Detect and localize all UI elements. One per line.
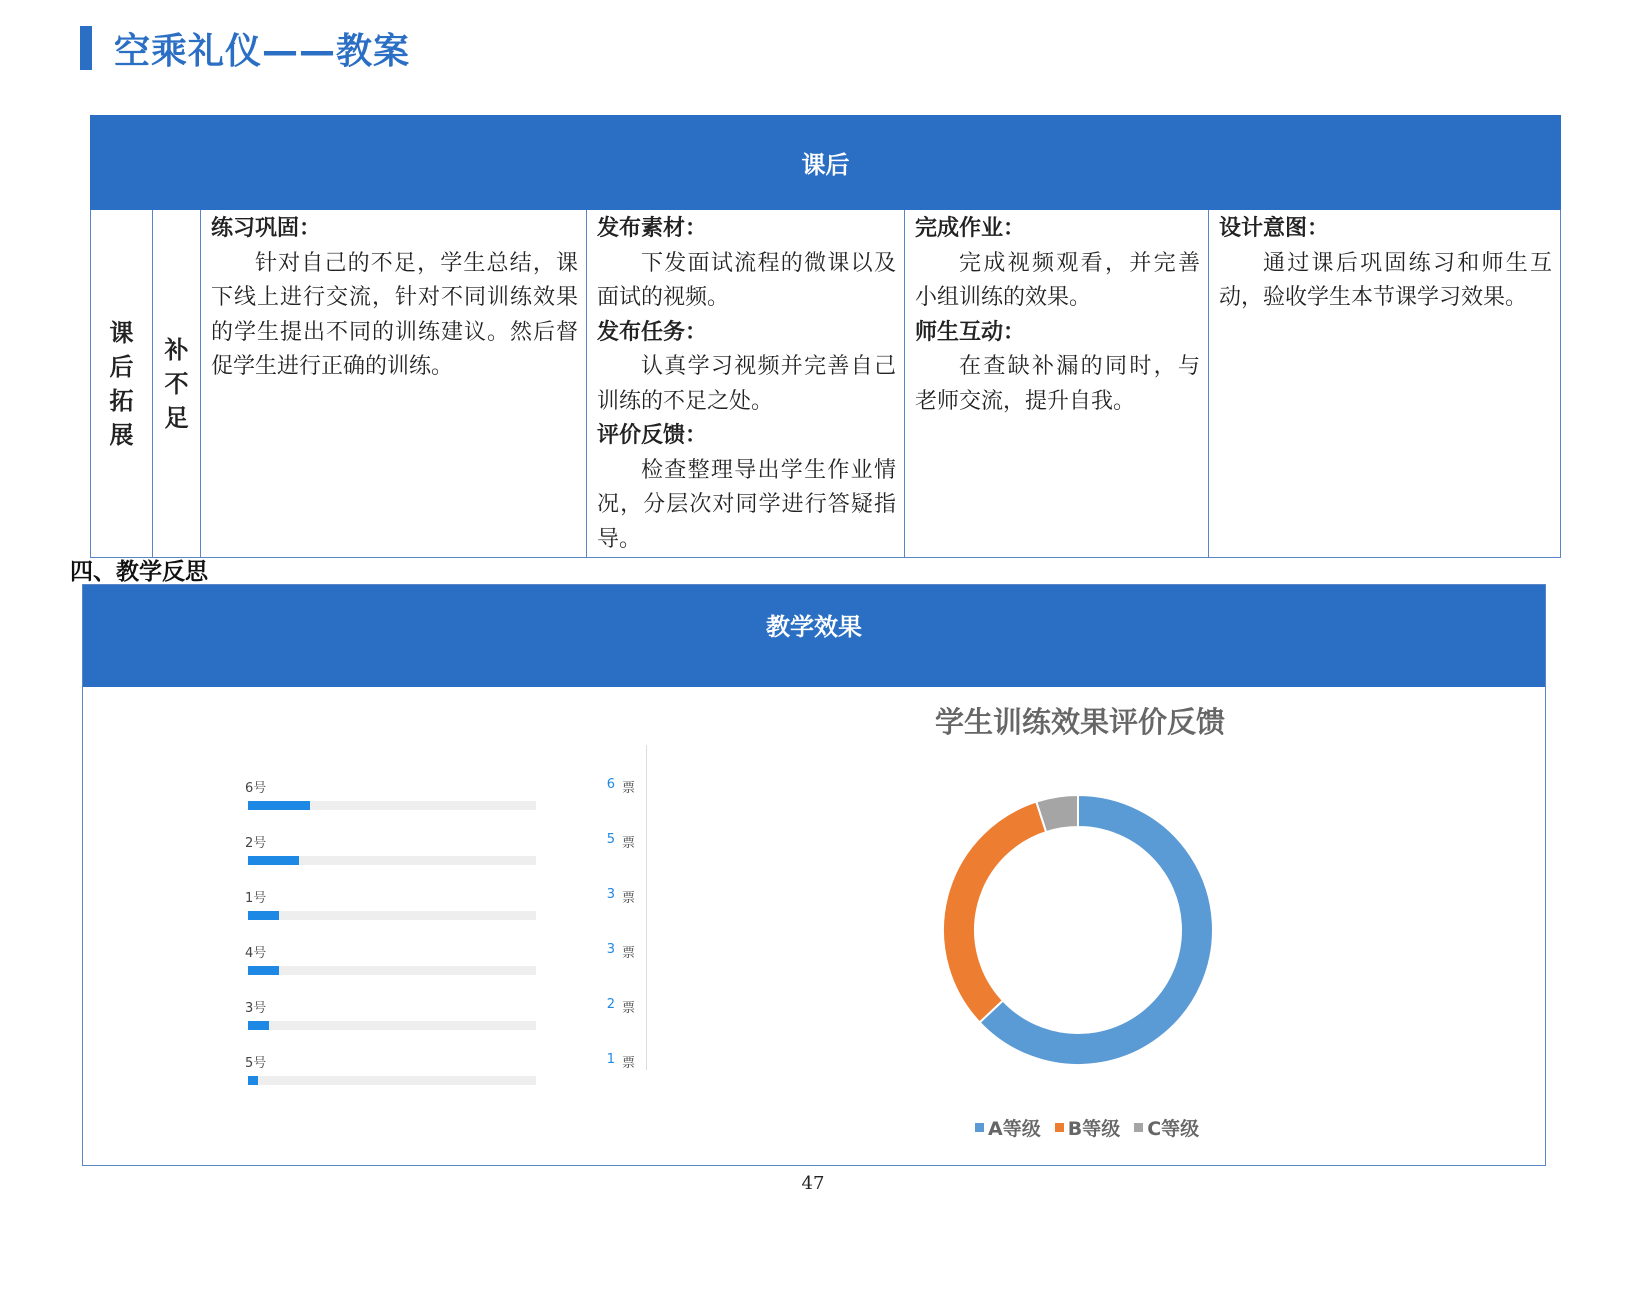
- vote-bar-fill: [248, 856, 299, 865]
- vote-bar-fill: [248, 911, 279, 920]
- vote-row: [245, 885, 645, 940]
- vote-bar-track: [248, 856, 536, 865]
- teacher-text-2: 认真学习视频并完善自己训练的不足之处。: [597, 354, 896, 414]
- vote-count: 5: [606, 832, 615, 847]
- document-title: 空乘礼仪——教案: [114, 30, 411, 72]
- section-title: 四、教学反思: [70, 559, 208, 585]
- practice-text: 针对自己的不足，学生总结，课下线上进行交流，针对不同训练效果的学生提出不同的训练建议。然后督促学生进行正确的训练。: [211, 250, 578, 379]
- teacher-text-3: 检查整理导出学生作业情况，分层次对同学进行答疑指导。: [597, 457, 896, 552]
- vote-count: 2: [606, 997, 615, 1012]
- vote-name: 4号: [245, 946, 267, 961]
- practice-cell: [201, 210, 587, 558]
- legend-swatch: [1134, 1123, 1143, 1132]
- student-activity-cell: [905, 210, 1209, 558]
- vote-bar-track: [248, 911, 536, 920]
- row-label-cell: [91, 210, 153, 558]
- vote-bar-fill: [248, 1021, 269, 1030]
- legend-swatch: [1055, 1123, 1064, 1132]
- teacher-heading-1: 发布素材：: [597, 216, 708, 241]
- vote-row: [245, 940, 645, 995]
- donut-chart: [928, 765, 1228, 1095]
- student-text-2: 在查缺补漏的同时，与老师交流，提升自我。: [915, 354, 1200, 414]
- practice-heading: 练习巩固：: [211, 216, 322, 241]
- vote-unit: 票: [621, 946, 635, 961]
- document-header: [80, 22, 410, 74]
- design-intent-cell: [1209, 210, 1561, 558]
- design-heading: 设计意图：: [1219, 216, 1330, 241]
- student-heading-1: 完成作业：: [915, 216, 1026, 241]
- vote-row: [245, 830, 645, 885]
- vote-count: 3: [606, 887, 615, 902]
- design-text: 通过课后巩固练习和师生互动，验收学生本节课学习效果。: [1219, 250, 1553, 310]
- vote-unit: 票: [621, 781, 635, 796]
- vote-row: [245, 995, 645, 1050]
- vote-bar-fill: [248, 801, 310, 810]
- after-class-table: [90, 115, 1561, 558]
- legend-item: [975, 1114, 1041, 1141]
- vote-bar-track: [248, 1076, 536, 1085]
- sub-label-cell: [153, 210, 201, 558]
- vote-bar-track: [248, 1021, 536, 1030]
- vote-unit: 票: [621, 891, 635, 906]
- teacher-activity-cell: [587, 210, 905, 558]
- teacher-heading-2: 发布任务：: [597, 319, 708, 345]
- vote-row: [245, 775, 645, 830]
- vote-name: 2号: [245, 836, 267, 851]
- legend-item: [1055, 1114, 1120, 1141]
- vote-count: 3: [606, 942, 615, 957]
- row-label: 课后拓展: [109, 317, 134, 449]
- vote-name: 3号: [245, 1001, 267, 1016]
- legend-item: [1134, 1114, 1199, 1141]
- legend-swatch: [975, 1123, 984, 1132]
- vote-unit: 票: [621, 836, 635, 851]
- votes-divider: [646, 745, 647, 1070]
- header-accent-bar: [80, 26, 92, 70]
- legend-label: C等级: [1147, 1118, 1200, 1140]
- vote-bar-track: [248, 966, 536, 975]
- chart-title: 学生训练效果评价反馈: [935, 705, 1226, 739]
- page-number: 47: [801, 1173, 825, 1194]
- vote-count: 1: [606, 1052, 615, 1067]
- legend-label: B等级: [1067, 1118, 1121, 1140]
- vote-count: 6: [606, 777, 615, 792]
- vote-name: 5号: [245, 1056, 267, 1071]
- student-text-1: 完成视频观看，并完善小组训练的效果。: [915, 250, 1200, 310]
- legend-label: A等级: [988, 1118, 1041, 1140]
- vote-name: 1号: [245, 891, 267, 906]
- vote-name: 6号: [245, 781, 267, 796]
- teacher-heading-3: 评价反馈：: [597, 423, 708, 448]
- vote-row: [245, 1050, 645, 1105]
- vote-bar-fill: [248, 966, 279, 975]
- donut-slice-2: [943, 802, 1046, 1023]
- vote-bar-fill: [248, 1076, 258, 1085]
- sub-label: 补不足: [164, 334, 189, 432]
- student-heading-2: 师生互动：: [915, 319, 1026, 345]
- vote-unit: 票: [621, 1056, 635, 1071]
- effect-caption: 教学效果: [83, 585, 1545, 687]
- vote-unit: 票: [621, 1001, 635, 1016]
- vote-bar-track: [248, 801, 536, 810]
- chart-legend: [975, 1114, 1199, 1141]
- teacher-text-1: 下发面试流程的微课以及面试的视频。: [597, 250, 896, 310]
- vote-list: [245, 775, 645, 1105]
- table-caption: 课后: [91, 116, 1561, 210]
